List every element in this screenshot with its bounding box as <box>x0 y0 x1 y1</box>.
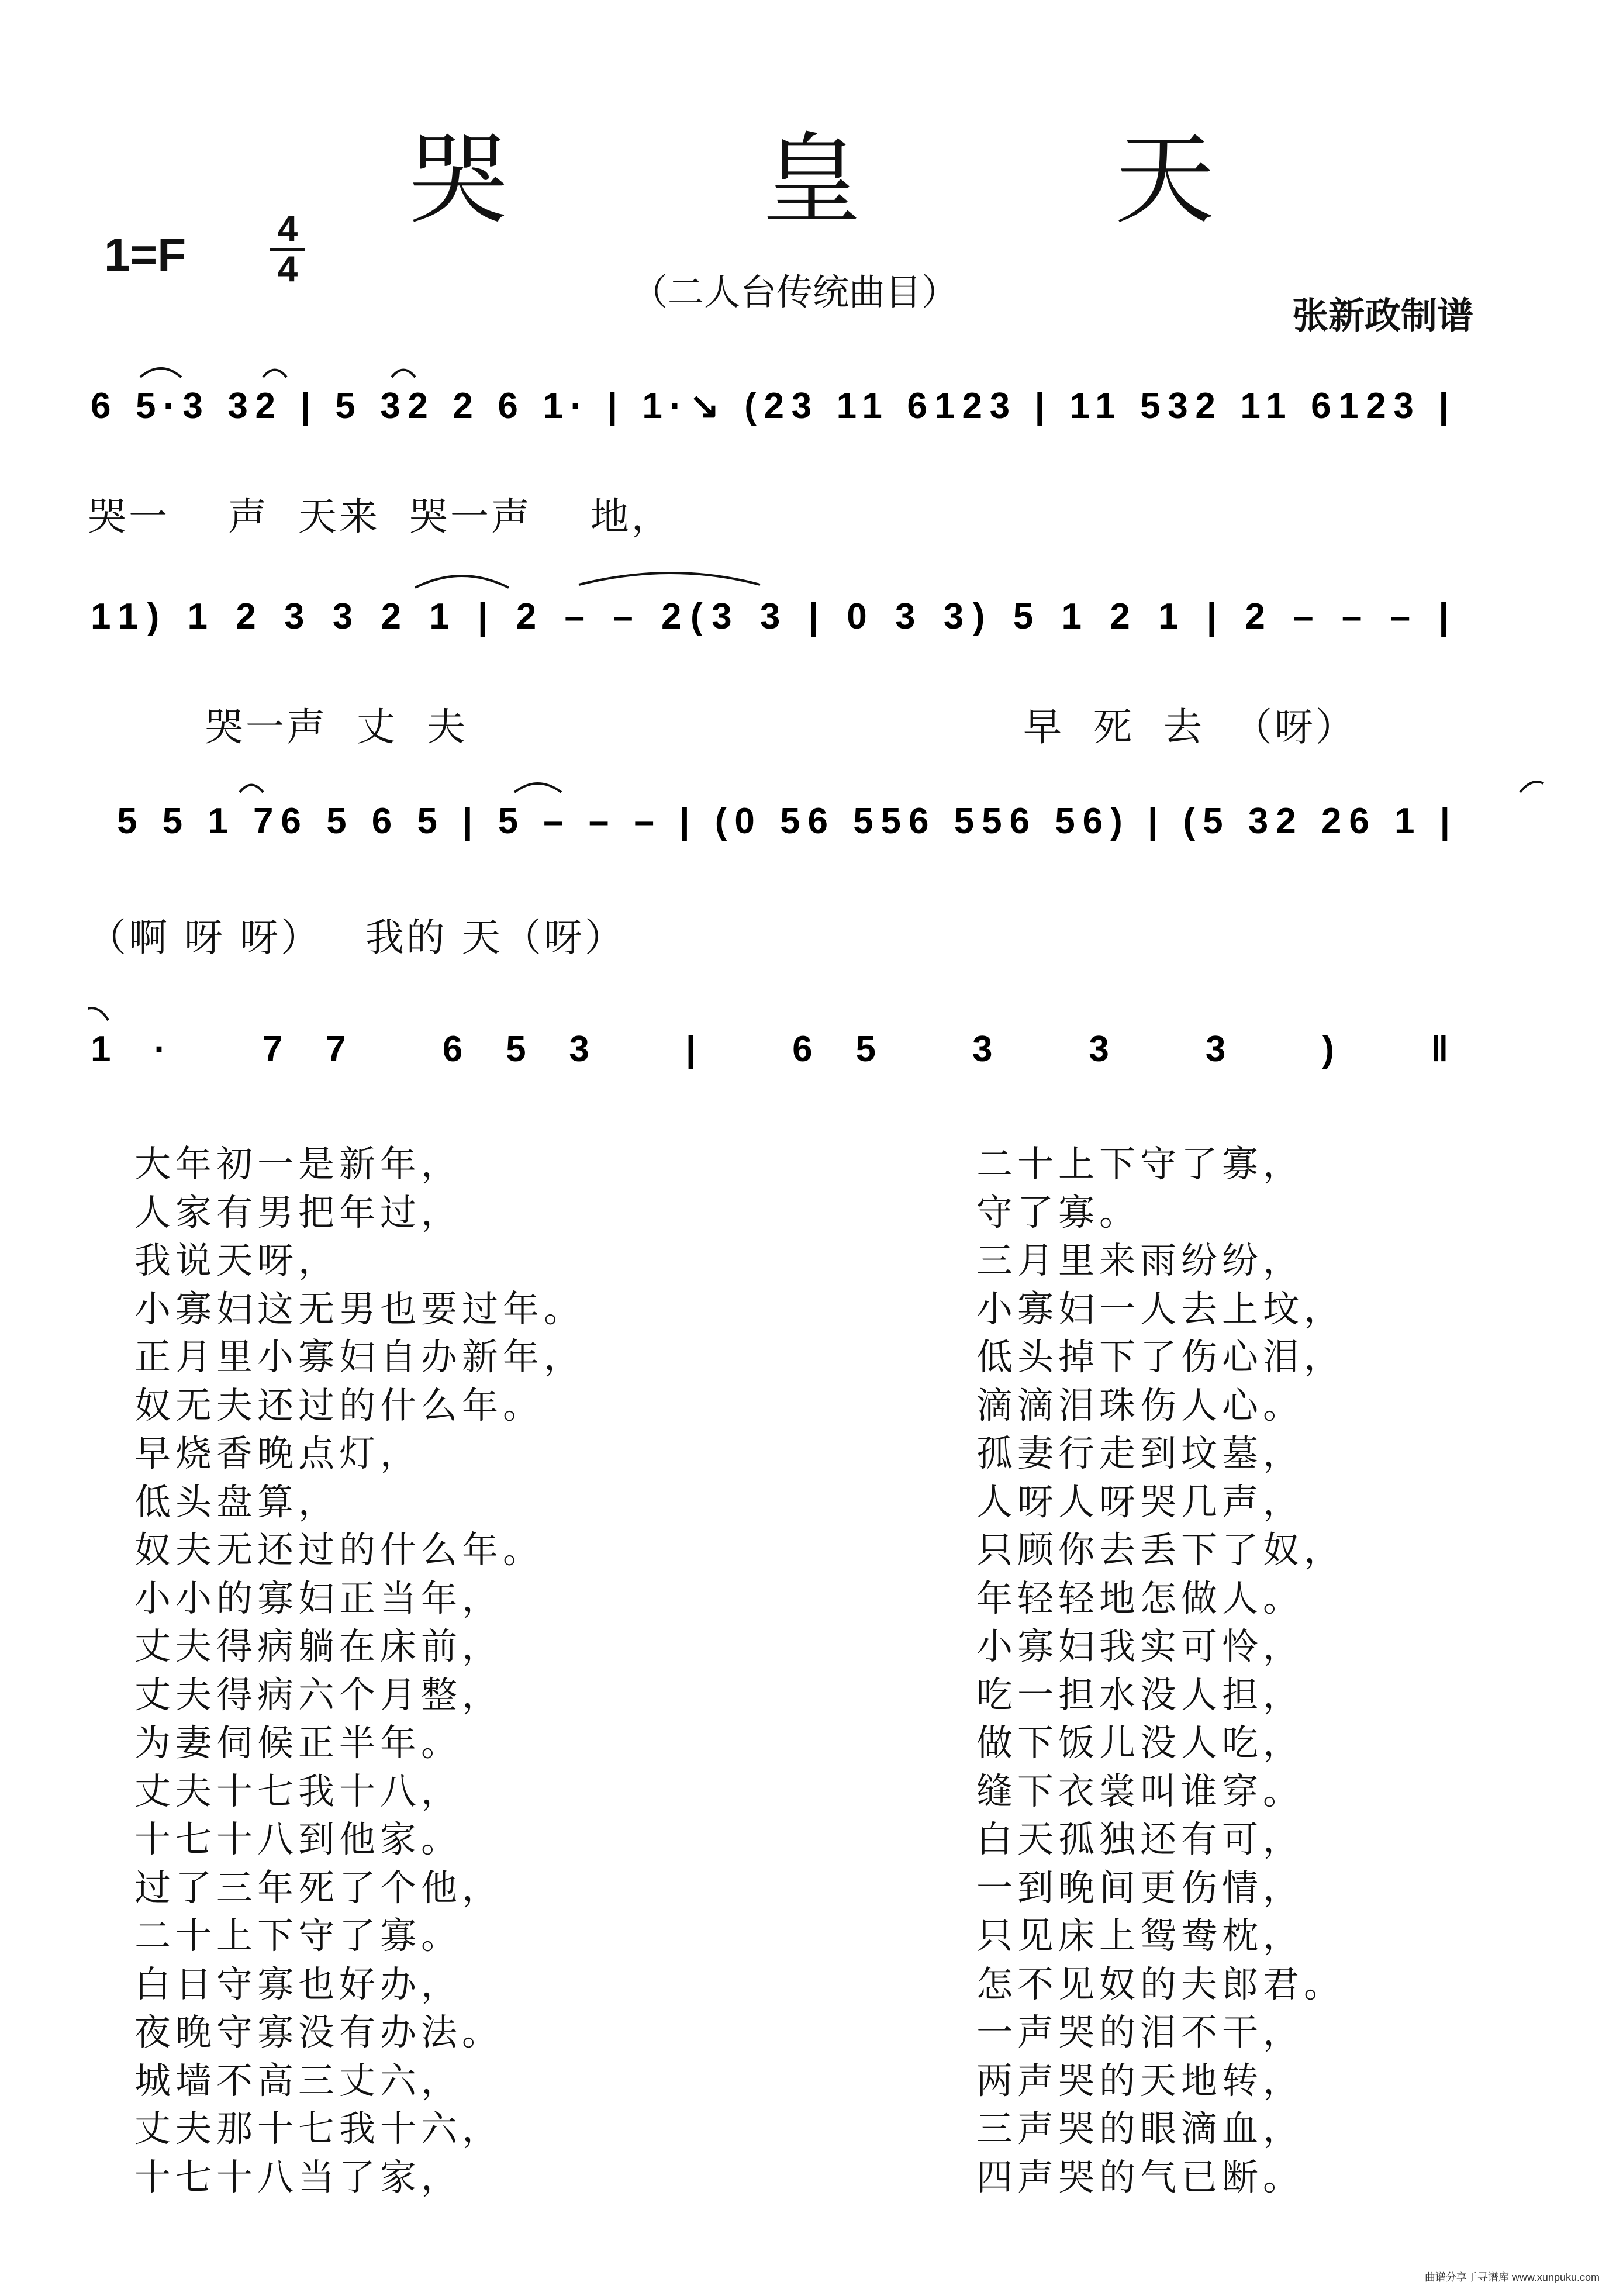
key-signature: 1=F <box>104 229 187 281</box>
line2-notes-text: 11) 1 2 3 3 2 1 | 2 – – 2(3 3 | 0 3 3) 5 1 2 1 | 2 – – – | <box>91 596 1449 637</box>
footer-credit: 曲谱分享于寻谱库 www.xunpuku.com <box>1424 2271 1600 2283</box>
lyrics-right-column <box>976 1140 1345 2201</box>
lyric-line: 低头盘算， <box>134 1480 340 1523</box>
lyric-line: 人呀人呀哭几声， <box>976 1480 1304 1523</box>
lyric-line: 丈夫那十七我十六， <box>134 2107 503 2150</box>
lyric-line: 滴滴泪珠伤人心。 <box>976 1383 1304 1427</box>
subtitle: （二人台传统曲目） <box>631 271 958 313</box>
lyric-line: 一声哭的泪不干， <box>976 2011 1304 2053</box>
lyric-line: 人家有男把年过， <box>134 1190 462 1234</box>
time-signature <box>270 209 305 289</box>
score-line-3 <box>88 766 1549 865</box>
lyric-line: 一到晚间更伤情， <box>976 1866 1304 1909</box>
lyrics-line-2a: 哭一声 丈 夫 <box>205 705 468 750</box>
score-line-3-svg <box>88 766 1549 865</box>
time-bottom: 4 <box>277 249 298 289</box>
lyric-line: 二十上下守了寡。 <box>134 1914 462 1957</box>
lyric-line: 小寡妇这无男也要过年。 <box>134 1287 585 1330</box>
lyric-line: 过了三年死了个他， <box>134 1866 503 1909</box>
lyric-line: 大年初一是新年， <box>134 1142 462 1185</box>
lyric-line: 我说天呀， <box>134 1239 340 1282</box>
lyric-line: 吃一担水没人担， <box>976 1673 1304 1716</box>
lyric-line: 两声哭的天地转， <box>976 2059 1304 2102</box>
score-line-1-svg <box>88 351 1549 450</box>
score-line-2-svg <box>88 561 1549 661</box>
lyric-line: 只顾你去丢下了奴， <box>976 1528 1345 1571</box>
lyric-line: 做下饭儿没人吃， <box>976 1721 1304 1764</box>
lyric-line: 小寡妇我实可怜， <box>976 1625 1304 1667</box>
notes-2 <box>91 596 1449 637</box>
lyric-line: 三声哭的眼滴血， <box>976 2107 1304 2150</box>
line4-notes-text: 1· 77 653 | 65 3 3 3 ) ‖ <box>91 1029 1449 1069</box>
lyric-line: 为妻伺候正半年。 <box>134 1721 462 1764</box>
time-top: 4 <box>277 209 298 249</box>
lyric-line: 二十上下守了寡， <box>976 1142 1304 1185</box>
score-line-2 <box>88 561 1549 661</box>
lyric-line: 白天孤独还有可， <box>976 1818 1304 1860</box>
lyrics-line-2b: 早 死 去 （呀） <box>1023 705 1356 750</box>
lyric-line: 守了寡。 <box>976 1190 1141 1234</box>
lyric-line: 正月里小寡妇自办新年， <box>134 1335 585 1378</box>
lyric-line: 年轻轻地怎做人。 <box>976 1576 1304 1620</box>
line1-notes-text: 6 5·3 32 | 5 32 2 6 1· | 1·↘ (23 11 6123 | 11 532 11 6123 | <box>91 386 1449 426</box>
lyrics-line-1: 哭一 声 天来 哭一声 地， <box>88 494 672 539</box>
lyric-line: 丈夫得病六个月整， <box>134 1673 503 1716</box>
lyric-line: 白日守寡也好办， <box>134 1962 462 2005</box>
lyric-line: 只见床上鸳鸯枕， <box>976 1914 1304 1957</box>
score-line-4-svg <box>88 994 1549 1093</box>
arranger: 张新政制谱 <box>1292 294 1474 337</box>
notes-3 <box>117 801 1450 842</box>
lyric-line: 孤妻行走到坟墓， <box>976 1432 1304 1475</box>
lyric-line: 丈夫十七我十八， <box>134 1769 462 1812</box>
score-line-1 <box>88 351 1549 450</box>
notes-4 <box>91 1029 1449 1070</box>
song-title: 哭 皇 天 <box>408 122 1326 238</box>
lyric-line: 低头掉下了伤心泪， <box>976 1335 1345 1378</box>
lyric-line: 奴无夫还过的什么年。 <box>134 1383 544 1427</box>
lyric-line: 小小的寡妇正当年， <box>134 1576 503 1620</box>
lyric-line: 早烧香晚点灯， <box>134 1432 422 1475</box>
notes-1 <box>91 386 1449 427</box>
lyrics-left-column <box>134 1140 585 2201</box>
lyric-line: 丈夫得病躺在床前， <box>134 1625 503 1667</box>
lyric-line: 奴夫无还过的什么年。 <box>134 1528 544 1571</box>
lyric-line: 夜晚守寡没有办法。 <box>134 2011 503 2053</box>
lyric-line: 十七十八到他家。 <box>134 1818 462 1860</box>
lyric-line: 怎不见奴的夫郎君。 <box>976 1962 1345 2005</box>
line3-notes-text: 5 5 1 76 5 6 5 | 5 – – – | (0 56 556 556 56) | (5 32 26 1 | <box>117 801 1450 841</box>
lyric-line: 小寡妇一人去上坟， <box>976 1287 1345 1330</box>
lyrics-line-3: （啊 呀 呀） 我的 天（呀） <box>88 915 626 960</box>
lyric-line: 缝下衣裳叫谁穿。 <box>976 1769 1304 1812</box>
score-line-4 <box>88 994 1549 1093</box>
lyric-line: 城墙不高三丈六， <box>134 2059 462 2102</box>
lyric-line: 三月里来雨纷纷， <box>976 1239 1304 1282</box>
lyric-line: 四声哭的气已断。 <box>976 2155 1304 2198</box>
lyric-line: 十七十八当了家， <box>134 2155 462 2198</box>
